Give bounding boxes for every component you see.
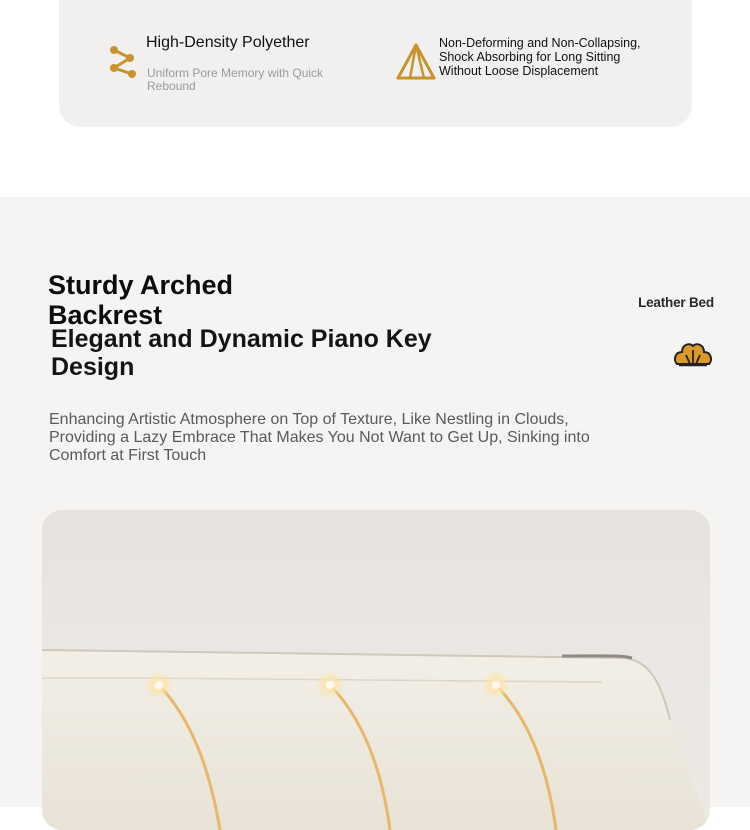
cotton-icon — [673, 338, 713, 372]
molecule-icon — [108, 44, 140, 80]
section-subheading: Elegant and Dynamic Piano Key Design — [51, 325, 432, 381]
section-heading: Sturdy Arched Backrest — [48, 270, 234, 330]
density-title: High-Density Polyether — [146, 34, 310, 51]
brand-label: Leather Bed — [638, 295, 714, 310]
support-text: Non-Deforming and Non-Collapsing, Shock Absorbing for Long Sitting Without Loose Displacement — [439, 36, 641, 78]
density-subtitle: Uniform Pore Memory with Quick Rebound — [147, 66, 324, 93]
section-description: Enhancing Artistic Atmosphere on Top of Texture, Like Nestling in Clouds, Providing a Lazy Embrace That Makes You Not Want to Get Up, Sinking into Comfort at First Touch — [49, 411, 590, 464]
bed-backrest-photo — [42, 510, 710, 830]
pyramid-icon — [396, 42, 436, 82]
backrest-illustration — [42, 510, 710, 830]
